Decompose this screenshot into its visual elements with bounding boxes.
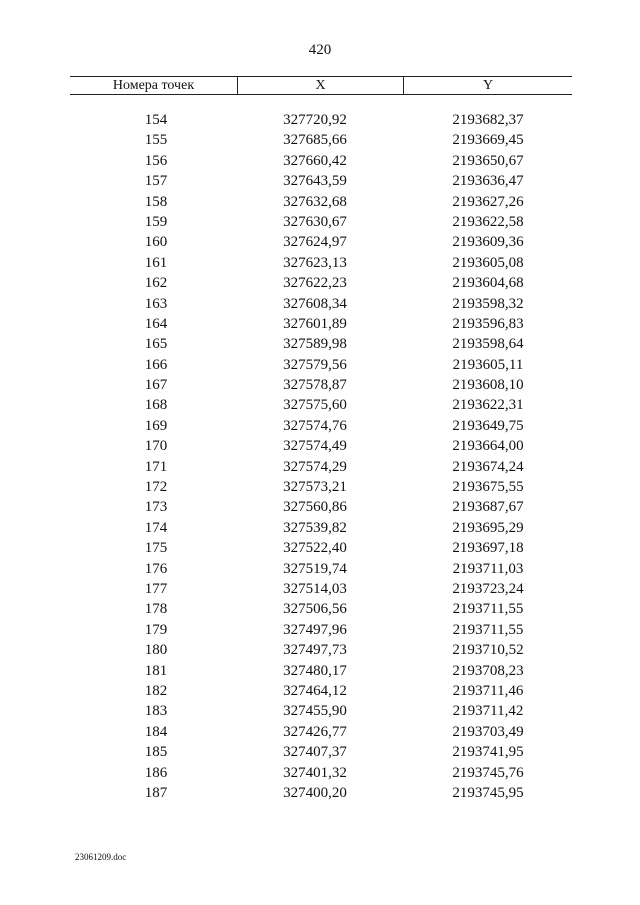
x-coordinate-cell: 327464,12	[283, 682, 347, 699]
table-row	[70, 620, 572, 640]
coordinates-table-body	[70, 110, 572, 803]
table-row	[70, 192, 572, 212]
y-coordinate-cell: 2193711,42	[452, 703, 524, 720]
x-coordinate-cell: 327643,59	[283, 173, 347, 190]
table-row	[70, 395, 572, 415]
y-coordinate-cell: 2193596,83	[452, 315, 524, 332]
table-row	[70, 538, 572, 558]
point-number-cell: 178	[144, 601, 168, 618]
point-number-cell: 156	[144, 152, 168, 169]
y-coordinate-cell: 2193609,36	[452, 234, 524, 251]
point-number-cell: 163	[144, 295, 168, 312]
table-row	[70, 722, 572, 742]
table-row	[70, 518, 572, 538]
point-number-cell: 177	[144, 580, 168, 597]
y-coordinate-cell: 2193598,64	[452, 336, 524, 353]
table-row	[70, 110, 572, 130]
table-row	[70, 273, 572, 293]
point-number-cell: 184	[144, 723, 168, 740]
table-row	[70, 375, 572, 395]
x-coordinate-cell: 327573,21	[283, 479, 347, 496]
point-number-cell: 179	[144, 621, 168, 638]
table-row	[70, 661, 572, 681]
y-coordinate-cell: 2193697,18	[452, 540, 524, 557]
table-row	[70, 457, 572, 477]
table-row	[70, 701, 572, 721]
x-coordinate-cell: 327560,86	[283, 499, 347, 516]
x-coordinate-cell: 327574,76	[283, 417, 347, 434]
point-number-cell: 182	[144, 682, 168, 699]
y-coordinate-cell: 2193687,67	[452, 499, 524, 516]
x-coordinate-cell: 327400,20	[283, 784, 347, 801]
point-number-cell: 173	[144, 499, 168, 516]
y-coordinate-cell: 2193669,45	[452, 132, 524, 149]
point-number-cell: 160	[144, 234, 168, 251]
table-row	[70, 130, 572, 150]
table-row	[70, 151, 572, 171]
table-row	[70, 232, 572, 252]
x-coordinate-cell: 327579,56	[283, 356, 347, 373]
x-coordinate-cell: 327608,34	[283, 295, 347, 312]
x-coordinate-cell: 327519,74	[283, 560, 347, 577]
y-coordinate-cell: 2193636,47	[452, 173, 524, 190]
x-coordinate-cell: 327660,42	[283, 152, 347, 169]
x-coordinate-cell: 327574,49	[283, 438, 347, 455]
y-coordinate-cell: 2193708,23	[452, 662, 524, 679]
table-row	[70, 314, 572, 334]
point-number-cell: 181	[144, 662, 168, 679]
point-number-cell: 176	[144, 560, 168, 577]
point-number-cell: 161	[144, 254, 168, 271]
document-filename: 23061209.doc	[75, 852, 127, 862]
x-coordinate-cell: 327623,13	[283, 254, 347, 271]
y-coordinate-cell: 2193605,08	[452, 254, 524, 271]
table-row	[70, 355, 572, 375]
point-number-cell: 174	[144, 519, 168, 536]
table-header	[70, 76, 572, 95]
y-coordinate-cell: 2193598,32	[452, 295, 524, 312]
table-row	[70, 212, 572, 232]
point-number-cell: 155	[144, 132, 168, 149]
header-y: Y	[482, 78, 494, 93]
x-coordinate-cell: 327575,60	[283, 397, 347, 414]
point-number-cell: 186	[144, 764, 168, 781]
y-coordinate-cell: 2193711,03	[452, 560, 524, 577]
y-coordinate-cell: 2193710,52	[452, 642, 524, 659]
point-number-cell: 168	[144, 397, 168, 414]
table-row	[70, 334, 572, 354]
point-number-cell: 154	[144, 112, 168, 128]
y-coordinate-cell: 2193664,00	[452, 438, 524, 455]
point-number-cell: 180	[144, 642, 168, 659]
point-number-cell: 162	[144, 275, 168, 292]
point-number-cell: 166	[144, 356, 168, 373]
x-coordinate-cell: 327480,17	[283, 662, 347, 679]
y-coordinate-cell: 2193741,95	[452, 744, 524, 761]
x-coordinate-cell: 327624,97	[283, 234, 347, 251]
x-coordinate-cell: 327622,23	[283, 275, 347, 292]
table-row	[70, 640, 572, 660]
point-number-cell: 171	[144, 458, 168, 475]
x-coordinate-cell: 327401,32	[283, 764, 347, 781]
table-row	[70, 599, 572, 619]
header-point-number: Номера точек	[70, 77, 238, 94]
y-coordinate-cell: 2193745,76	[452, 764, 524, 781]
y-coordinate-cell: 2193627,26	[452, 193, 524, 210]
x-coordinate-cell: 327630,67	[283, 213, 347, 230]
y-coordinate-cell: 2193649,75	[452, 417, 524, 434]
y-coordinate-cell: 2193622,58	[452, 213, 524, 230]
point-number-cell: 164	[144, 315, 168, 332]
y-coordinate-cell: 2193695,29	[452, 519, 524, 536]
point-number-cell: 167	[144, 377, 168, 394]
y-coordinate-cell: 2193723,24	[452, 580, 524, 597]
x-coordinate-cell: 327578,87	[283, 377, 347, 394]
x-coordinate-cell: 327522,40	[283, 540, 347, 557]
point-number-cell: 170	[144, 438, 168, 455]
y-coordinate-cell: 2193604,68	[452, 275, 524, 292]
x-coordinate-cell: 327497,96	[283, 621, 347, 638]
table-row	[70, 763, 572, 783]
x-coordinate-cell: 327426,77	[283, 723, 347, 740]
x-coordinate-cell: 327685,66	[283, 132, 347, 149]
y-coordinate-cell: 2193622,31	[452, 397, 524, 414]
y-coordinate-cell: 2193608,10	[452, 377, 524, 394]
table-row	[70, 171, 572, 191]
x-coordinate-cell: 327407,37	[283, 744, 347, 761]
point-number-cell: 159	[144, 213, 168, 230]
x-coordinate-cell: 327632,68	[283, 193, 347, 210]
y-coordinate-cell: 2193674,24	[452, 458, 524, 475]
point-number-cell: 183	[144, 703, 168, 720]
y-coordinate-cell: 2193703,49	[452, 723, 524, 740]
point-number-cell: 185	[144, 744, 168, 761]
point-number-cell: 158	[144, 193, 168, 210]
table-row	[70, 477, 572, 497]
y-coordinate-cell: 2193650,67	[452, 152, 524, 169]
y-coordinate-cell: 2193682,37	[452, 112, 524, 128]
x-coordinate-cell: 327506,56	[283, 601, 347, 618]
table-row	[70, 742, 572, 762]
x-coordinate-cell: 327574,29	[283, 458, 347, 475]
point-number-cell: 187	[144, 784, 168, 801]
x-coordinate-cell: 327601,89	[283, 315, 347, 332]
x-coordinate-cell: 327589,98	[283, 336, 347, 353]
header-x: X	[238, 77, 404, 94]
y-coordinate-cell: 2193675,55	[452, 479, 524, 496]
x-coordinate-cell: 327455,90	[283, 703, 347, 720]
table-row	[70, 253, 572, 273]
x-coordinate-cell: 327720,92	[283, 112, 347, 128]
point-number-cell: 165	[144, 336, 168, 353]
y-coordinate-cell: 2193711,46	[452, 682, 524, 699]
page-number: 420	[308, 42, 332, 58]
point-number-cell: 169	[144, 417, 168, 434]
table-row	[70, 497, 572, 517]
y-coordinate-cell: 2193605,11	[452, 356, 524, 373]
table-row	[70, 681, 572, 701]
table-row	[70, 294, 572, 314]
table-row	[70, 559, 572, 579]
y-coordinate-cell: 2193711,55	[452, 601, 524, 618]
x-coordinate-cell: 327539,82	[283, 519, 347, 536]
table-row	[70, 579, 572, 599]
y-coordinate-cell: 2193711,55	[452, 621, 524, 638]
table-row	[70, 436, 572, 456]
x-coordinate-cell: 327514,03	[283, 580, 347, 597]
y-coordinate-cell: 2193745,95	[452, 784, 524, 801]
point-number-cell: 175	[144, 540, 168, 557]
point-number-cell: 172	[144, 479, 168, 496]
table-row	[70, 783, 572, 803]
point-number-cell: 157	[144, 173, 168, 190]
x-coordinate-cell: 327497,73	[283, 642, 347, 659]
table-row	[70, 416, 572, 436]
